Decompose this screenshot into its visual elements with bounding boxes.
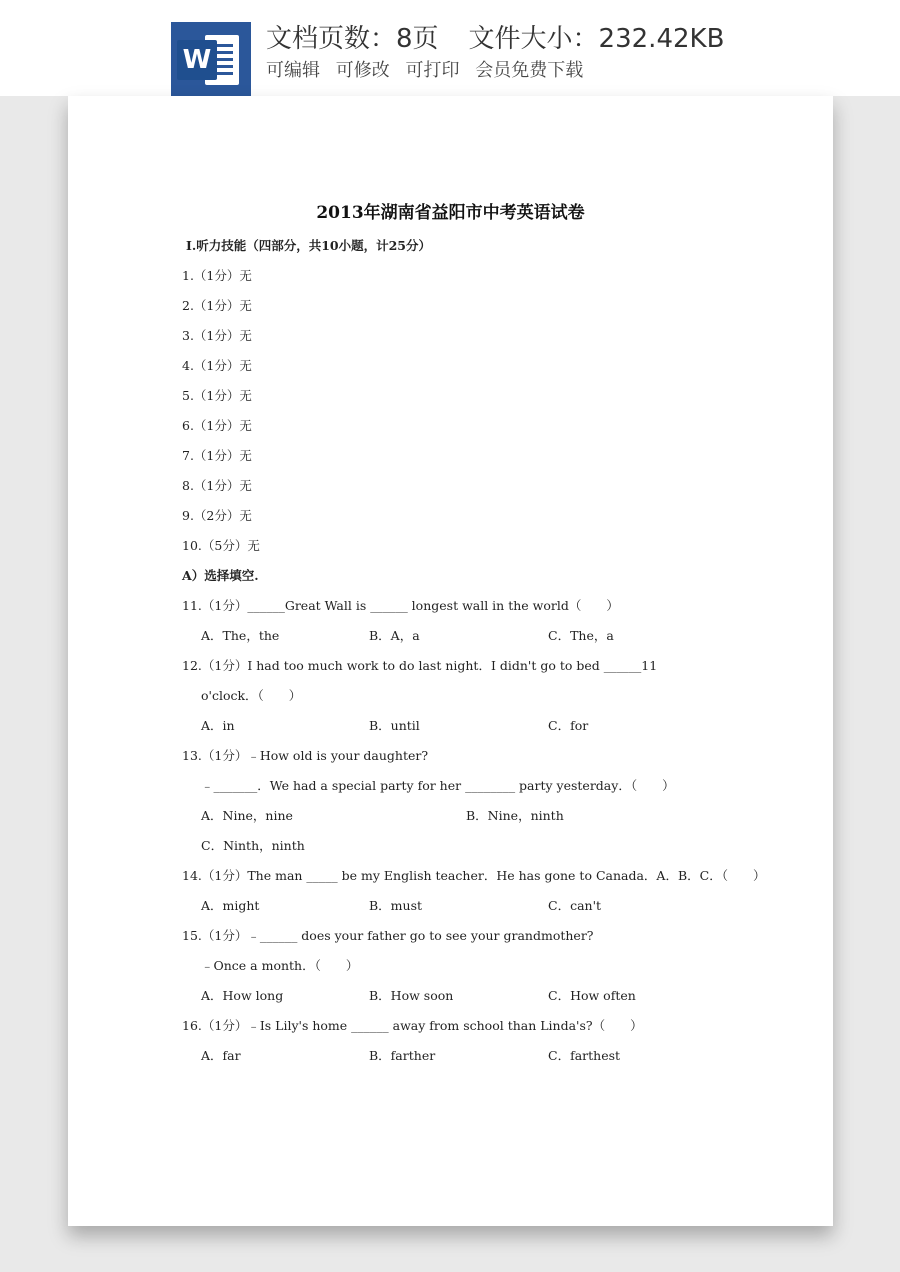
download-header bbox=[0, 0, 900, 96]
section-listening-heading: Ⅰ.听力技能（四部分，共10小题，计25分） bbox=[186, 238, 431, 253]
option-c: C．farthest bbox=[548, 1048, 621, 1063]
feature-modifiable: 可修改 bbox=[335, 60, 390, 81]
option-a: A．far bbox=[201, 1048, 241, 1063]
file-info bbox=[266, 18, 724, 55]
feature-member-download: 会员免费下载 bbox=[475, 60, 584, 81]
feature-editable: 可编辑 bbox=[266, 60, 320, 81]
listening-item: 5.（1分）无 bbox=[182, 388, 252, 403]
option-b: B．A，a bbox=[369, 628, 420, 643]
word-logo-letter: W bbox=[177, 40, 217, 80]
feature-printable: 可打印 bbox=[405, 60, 460, 81]
option-c: C．Ninth，ninth bbox=[201, 838, 305, 853]
listening-item: 9.（2分）无 bbox=[182, 508, 252, 523]
listening-item: 8.（1分）无 bbox=[182, 478, 252, 493]
option-a: A．Nine，nine bbox=[201, 808, 293, 823]
option-c: C．The，a bbox=[548, 628, 614, 643]
question-stem: 15.（1分）﹣______ does your father go to see your grandmother? bbox=[182, 928, 594, 943]
file-size: 文件大小：232.42KB bbox=[468, 24, 725, 54]
question-stem-continued: o'clock．（ ） bbox=[201, 688, 302, 703]
option-b: B．until bbox=[369, 718, 420, 733]
document-page bbox=[68, 96, 833, 1226]
word-document-icon bbox=[171, 22, 251, 96]
option-a: A．How long bbox=[201, 988, 284, 1003]
listening-item: 2.（1分）无 bbox=[182, 298, 252, 313]
question-stem: 12.（1分）I had too much work to do last night．I didn't go to bed ______11 bbox=[182, 658, 658, 673]
option-b: B．Nine，ninth bbox=[466, 808, 564, 823]
listening-item: 3.（1分）无 bbox=[182, 328, 252, 343]
listening-item: 1.（1分）无 bbox=[182, 268, 252, 283]
option-c: C．How often bbox=[548, 988, 636, 1003]
option-a: A．The，the bbox=[201, 628, 280, 643]
document-title: 2013年湖南省益阳市中考英语试卷 bbox=[316, 203, 585, 223]
option-a: A．in bbox=[201, 718, 235, 733]
listening-item: 10.（5分）无 bbox=[182, 538, 260, 553]
listening-item: 7.（1分）无 bbox=[182, 448, 252, 463]
question-stem-continued: ﹣Once a month．（ ） bbox=[201, 958, 359, 973]
section-a-heading: A）选择填空. bbox=[182, 568, 259, 583]
listening-item: 4.（1分）无 bbox=[182, 358, 252, 373]
question-stem: 16.（1分）﹣Is Lily's home ______ away from school than Linda's?（ ） bbox=[182, 1018, 643, 1033]
option-c: C．can't bbox=[548, 898, 602, 913]
question-stem-continued: ﹣_______．We had a special party for her ________ party yesterday．（ ） bbox=[201, 778, 675, 793]
question-stem: 14.（1分）The man _____ be my English teacher．He has gone to Canada．A．B．C．（ ） bbox=[182, 868, 766, 883]
option-a: A．might bbox=[201, 898, 260, 913]
option-c: C．for bbox=[548, 718, 589, 733]
listening-item: 6.（1分）无 bbox=[182, 418, 252, 433]
feature-list bbox=[266, 56, 593, 82]
page-count: 文档页数：8页 bbox=[266, 24, 439, 54]
question-stem: 13.（1分）﹣How old is your daughter? bbox=[182, 748, 429, 763]
option-b: B．farther bbox=[369, 1048, 436, 1063]
option-b: B．How soon bbox=[369, 988, 454, 1003]
option-b: B．must bbox=[369, 898, 423, 913]
question-stem: 11.（1分）______Great Wall is ______ longest wall in the world（ ） bbox=[182, 598, 619, 613]
